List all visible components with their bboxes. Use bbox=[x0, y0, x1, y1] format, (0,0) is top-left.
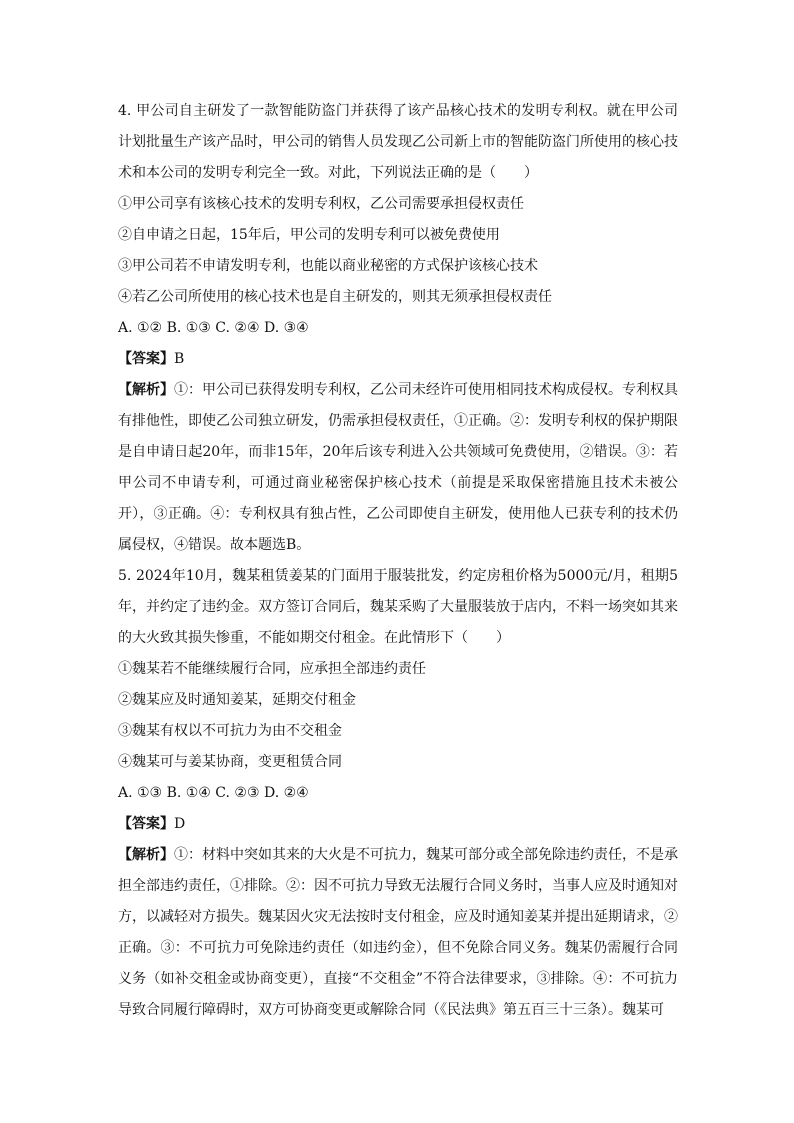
answer-value: D bbox=[174, 816, 186, 832]
option-item: ①甲公司享有该核心技术的发明专利权，乙公司需要承担侵权责任 bbox=[118, 196, 524, 212]
question-stem: 4. 甲公司自主研发了一款智能防盗门并获得了该产品核心技术的发明专利权。就在甲公司计划批量生产该产品时，甲公司的销售人员发现乙公司新上市的智能防盗门所使用的核心技术和本公司的发明专利完全一致。对此，下列说法正确的是（ ） bbox=[118, 103, 678, 181]
option-item: ④若乙公司所使用的核心技术也是自主研发的，则其无须承担侵权责任 bbox=[118, 289, 552, 305]
answer-choices: A. ①③ B. ①④ C. ②③ D. ②④ bbox=[118, 785, 309, 801]
analysis bbox=[118, 840, 678, 1026]
option-item: ②魏某应及时通知姜某，延期交付租金 bbox=[118, 692, 356, 708]
analysis bbox=[118, 375, 678, 561]
answer-value: B bbox=[174, 351, 185, 367]
analysis-text: ①：甲公司已获得发明专利权，乙公司未经许可使用相同技术构成侵权。专利权具有排他性，即使乙公司独立研发，仍需承担侵权责任，①正确。②：发明专利权的保护期限是自申请日起20年，而非15年，20年后该专利进入公共领域可免费使用，②错误。③：若甲公司不申请专利，可通过商业秘密保护核心技术（前提是采取保密措施且技术未被公开），③正确。④：专利权具有独占性，乙公司即使自主研发，使用他人已获专利的技术仍属侵权，④错误。故本题选B。 bbox=[118, 382, 678, 553]
option-item: ④魏某可与姜某协商，变更租赁合同 bbox=[118, 754, 342, 770]
question-4 bbox=[118, 96, 678, 561]
document-page bbox=[118, 96, 678, 1026]
option-item: ②自申请之日起，15年后，甲公司的发明专利可以被免费使用 bbox=[118, 227, 500, 243]
answer-line bbox=[118, 809, 678, 840]
answer-line bbox=[118, 344, 678, 375]
answer-tag: 【答案】 bbox=[118, 816, 174, 832]
question-5 bbox=[118, 561, 678, 1026]
answer-tag: 【答案】 bbox=[118, 351, 174, 367]
option-item: ③魏某有权以不可抗力为由不交租金 bbox=[118, 723, 342, 739]
analysis-text: ①：材料中突如其来的大火是不可抗力，魏某可部分或全部免除违约责任，不是承担全部违约责任，①排除。②：因不可抗力导致无法履行合同义务时，当事人应及时通知对方，以减轻对方损失。魏某因火灾无法按时支付租金，应及时通知姜某并提出延期请求，②正确。③：不可抗力可免除违约责任（如违约金），但不免除合同义务。魏某仍需履行合同义务（如补交租金或协商变更），直接“不交租金”不符合法律要求，③排除。④：不可抗力导致合同履行障碍时，双方可协商变更或解除合同（《民法典》第五百三十三条）。魏某可 bbox=[118, 847, 678, 1018]
analysis-tag: 【解析】 bbox=[118, 382, 174, 398]
answer-choices: A. ①② B. ①③ C. ②④ D. ③④ bbox=[118, 320, 309, 336]
analysis-tag: 【解析】 bbox=[118, 847, 174, 863]
option-item: ③甲公司若不申请发明专利，也能以商业秘密的方式保护该核心技术 bbox=[118, 258, 538, 274]
question-stem: 5. 2024年10月，魏某租赁姜某的门面用于服装批发，约定房租价格为5000元/月，租期5年，并约定了违约金。双方签订合同后，魏某采购了大量服装放于店内，不料一场突如其来的大火致其损失惨重，不能如期交付租金。在此情形下（ ） bbox=[118, 568, 678, 646]
option-item: ①魏某若不能继续履行合同，应承担全部违约责任 bbox=[118, 661, 426, 677]
